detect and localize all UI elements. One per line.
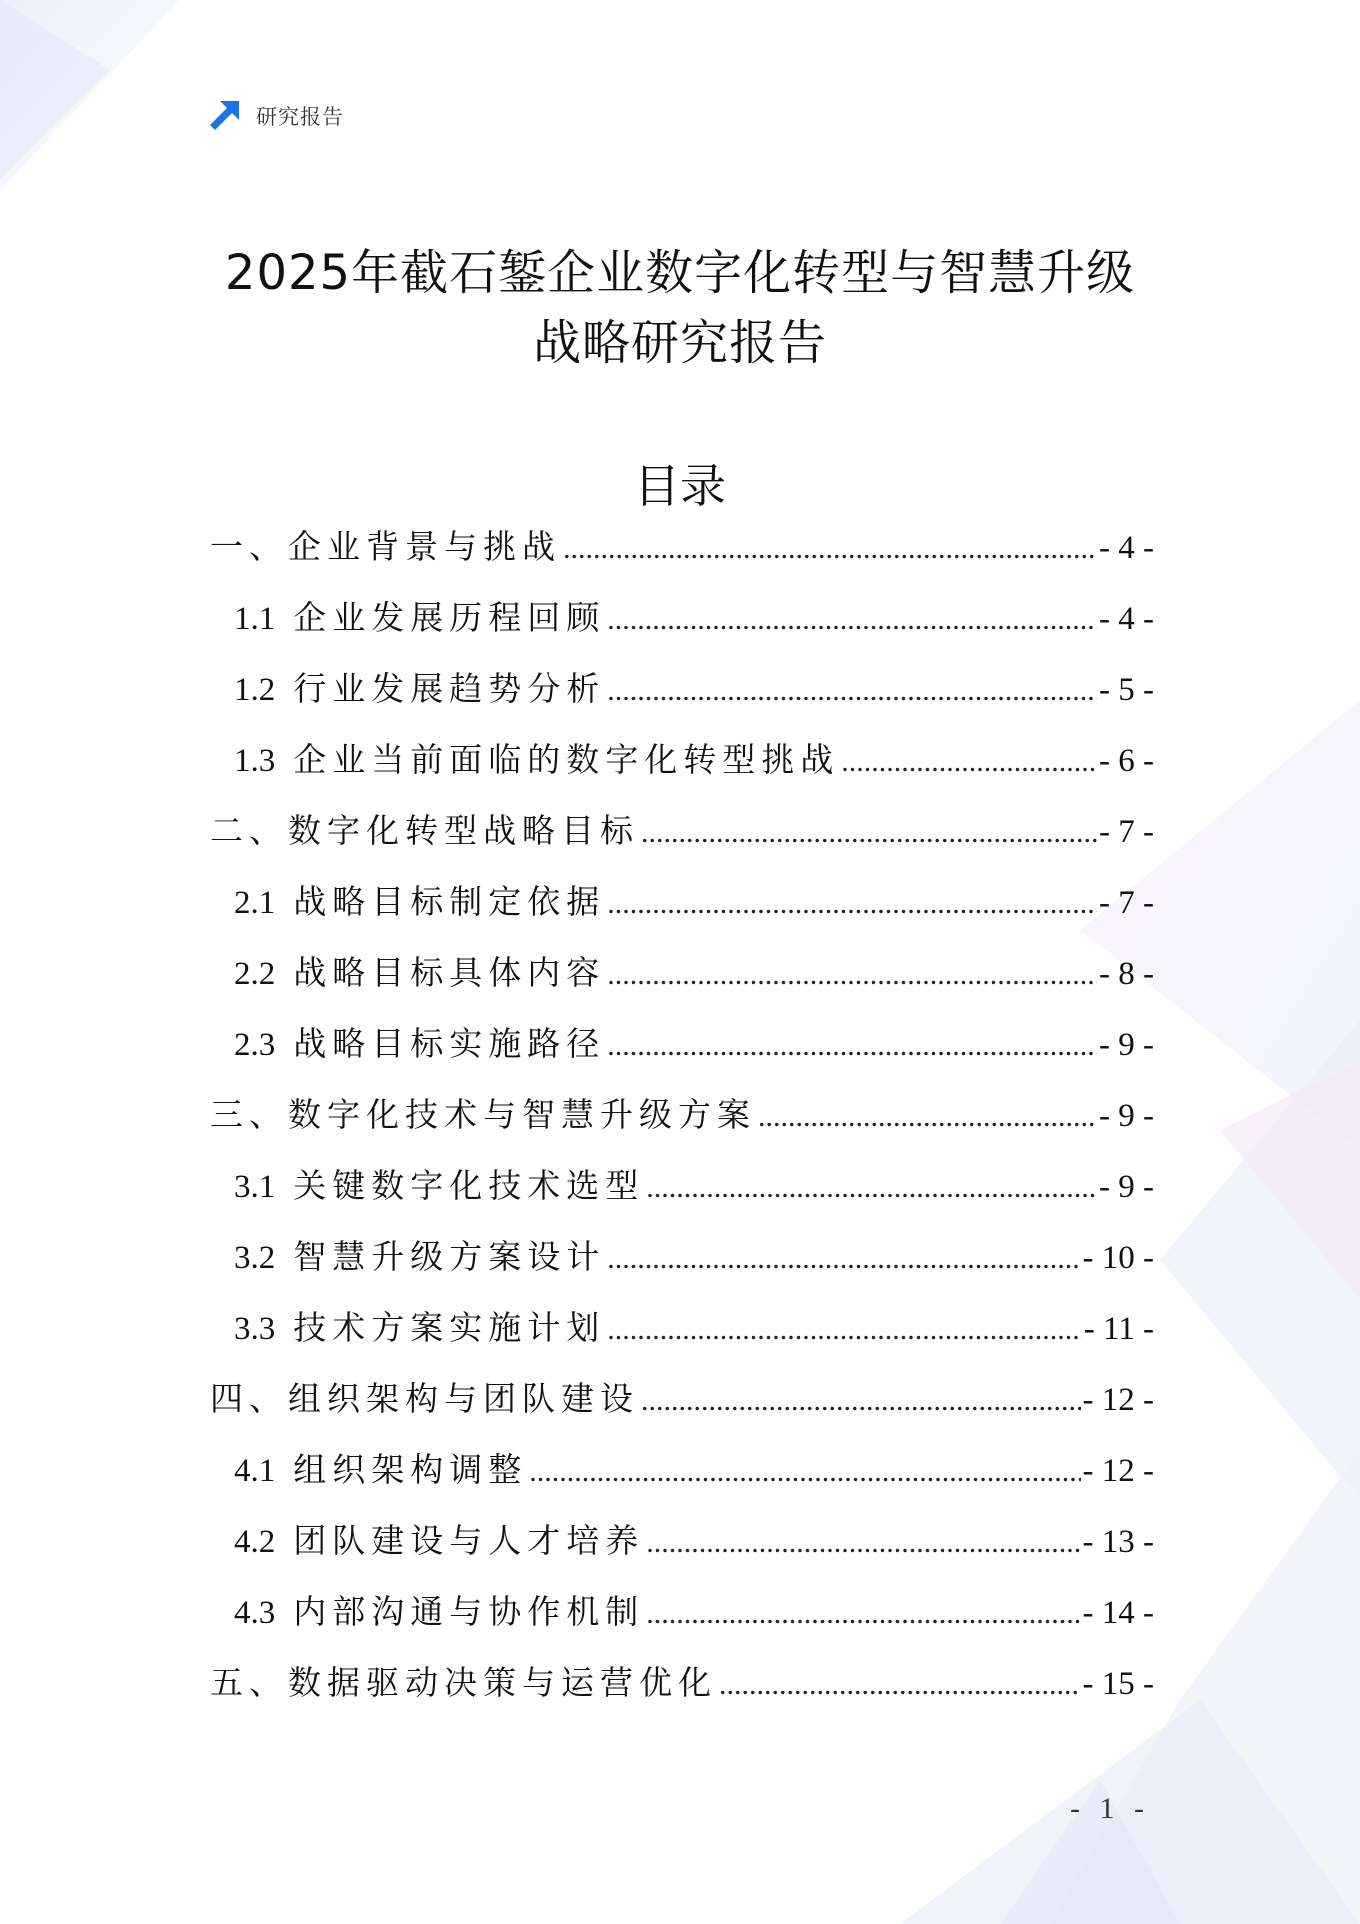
toc-entry-page: - 7 -: [1099, 885, 1154, 921]
toc-entry[interactable]: [210, 1659, 1154, 1730]
header-label: 研究报告: [256, 105, 344, 129]
toc-entry-title: 三、数字化技术与智慧升级方案: [210, 1095, 756, 1134]
toc-entry[interactable]: [210, 1020, 1154, 1091]
toc-entry-number: 3.1: [234, 1169, 276, 1205]
toc-entry[interactable]: [210, 1304, 1154, 1375]
toc-entry[interactable]: [210, 594, 1154, 665]
toc-entry[interactable]: [210, 1375, 1154, 1446]
toc-dot-leader: [646, 1590, 1080, 1638]
toc-entry-title: 战略目标具体内容: [293, 953, 606, 992]
toc-entry-number: 2.2: [234, 956, 276, 992]
toc-entry-title: 技术方案实施计划: [293, 1308, 606, 1347]
toc-entry-number: 1.3: [234, 743, 276, 779]
toc-dot-leader: [607, 1022, 1097, 1070]
toc-entry[interactable]: [210, 1233, 1154, 1304]
toc-entry-title: 行业发展趋势分析: [293, 669, 606, 708]
toc-entry-page: - 9 -: [1099, 1098, 1154, 1134]
toc-entry-number: 4.1: [234, 1453, 276, 1489]
toc-entry-page: - 10 -: [1082, 1240, 1154, 1276]
toc-dot-leader: [607, 1306, 1081, 1354]
toc-entry-page: - 9 -: [1099, 1027, 1154, 1063]
toc-entry-title: 组织架构调整: [293, 1450, 528, 1489]
toc-entry-page: - 15 -: [1082, 1666, 1154, 1702]
report-title: [0, 238, 1360, 378]
table-of-contents: [210, 523, 1154, 1730]
toc-entry[interactable]: [210, 878, 1154, 949]
toc-entry-page: - 11 -: [1083, 1311, 1154, 1347]
toc-entry-number: 2.3: [234, 1027, 276, 1063]
toc-dot-leader: [758, 1093, 1097, 1141]
toc-entry[interactable]: [210, 665, 1154, 736]
toc-entry-title: 智慧升级方案设计: [293, 1237, 606, 1276]
toc-entry-title: 内部沟通与协作机制: [293, 1592, 645, 1631]
toc-entry-page: - 12 -: [1082, 1382, 1154, 1418]
toc-entry-page: - 9 -: [1099, 1169, 1154, 1205]
toc-entry[interactable]: [210, 807, 1154, 878]
toc-dot-leader: [646, 1164, 1097, 1212]
toc-entry-number: 1.2: [234, 672, 276, 708]
toc-entry-title: 企业当前面临的数字化转型挑战: [293, 740, 840, 779]
toc-heading: 目录: [634, 459, 726, 513]
toc-entry[interactable]: [210, 1162, 1154, 1233]
toc-entry-title: 四、组织架构与团队建设: [210, 1379, 639, 1418]
page-number: - 1 -: [1070, 1792, 1150, 1825]
title-line-2: 战略研究报告: [532, 315, 827, 371]
toc-entry[interactable]: [210, 523, 1154, 594]
toc-entry-page: - 6 -: [1099, 743, 1154, 779]
toc-entry-page: - 4 -: [1099, 530, 1154, 566]
toc-entry-number: 4.2: [234, 1524, 276, 1560]
toc-entry-page: - 4 -: [1099, 601, 1154, 637]
toc-dot-leader: [607, 667, 1097, 715]
toc-dot-leader: [607, 596, 1097, 644]
toc-entry-title: 二、数字化转型战略目标: [210, 811, 639, 850]
toc-dot-leader: [646, 1519, 1080, 1567]
toc-entry-number: 4.3: [234, 1595, 276, 1631]
toc-entry-page: - 7 -: [1099, 814, 1154, 850]
toc-entry-page: - 8 -: [1099, 956, 1154, 992]
toc-dot-leader: [607, 951, 1097, 999]
toc-entry[interactable]: [210, 1091, 1154, 1162]
toc-entry-title: 关键数字化技术选型: [293, 1166, 645, 1205]
toc-entry[interactable]: [210, 1446, 1154, 1517]
toc-entry[interactable]: [210, 1517, 1154, 1588]
toc-dot-leader: [841, 738, 1097, 786]
toc-dot-leader: [641, 1377, 1081, 1425]
toc-dot-leader: [529, 1448, 1080, 1496]
toc-entry-number: 3.2: [234, 1240, 276, 1276]
toc-entry-title: 企业发展历程回顾: [293, 598, 606, 637]
toc-entry-title: 战略目标实施路径: [293, 1024, 606, 1063]
toc-entry-number: 3.3: [234, 1311, 276, 1347]
report-header: [206, 98, 344, 134]
toc-entry[interactable]: [210, 736, 1154, 807]
toc-dot-leader: [563, 525, 1097, 573]
toc-dot-leader: [607, 1235, 1080, 1283]
toc-entry-title: 五、数据驱动决策与运营优化: [210, 1663, 717, 1702]
toc-dot-leader: [641, 809, 1097, 857]
toc-entry-title: 战略目标制定依据: [293, 882, 606, 921]
toc-entry-page: - 14 -: [1082, 1595, 1154, 1631]
toc-entry-title: 一、企业背景与挑战: [210, 527, 561, 566]
toc-entry[interactable]: [210, 949, 1154, 1020]
toc-entry-page: - 13 -: [1082, 1524, 1154, 1560]
toc-entry-title: 团队建设与人才培养: [293, 1521, 645, 1560]
title-line-1: 2025年截石錾企业数字化转型与智慧升级: [224, 245, 1136, 301]
toc-entry-number: 2.1: [234, 885, 276, 921]
toc-entry-number: 1.1: [234, 601, 276, 637]
toc-dot-leader: [719, 1661, 1081, 1709]
toc-entry-page: - 12 -: [1082, 1453, 1154, 1489]
toc-entry-page: - 5 -: [1099, 672, 1154, 708]
arrow-up-right-icon: [206, 98, 242, 134]
toc-entry[interactable]: [210, 1588, 1154, 1659]
toc-dot-leader: [607, 880, 1097, 928]
